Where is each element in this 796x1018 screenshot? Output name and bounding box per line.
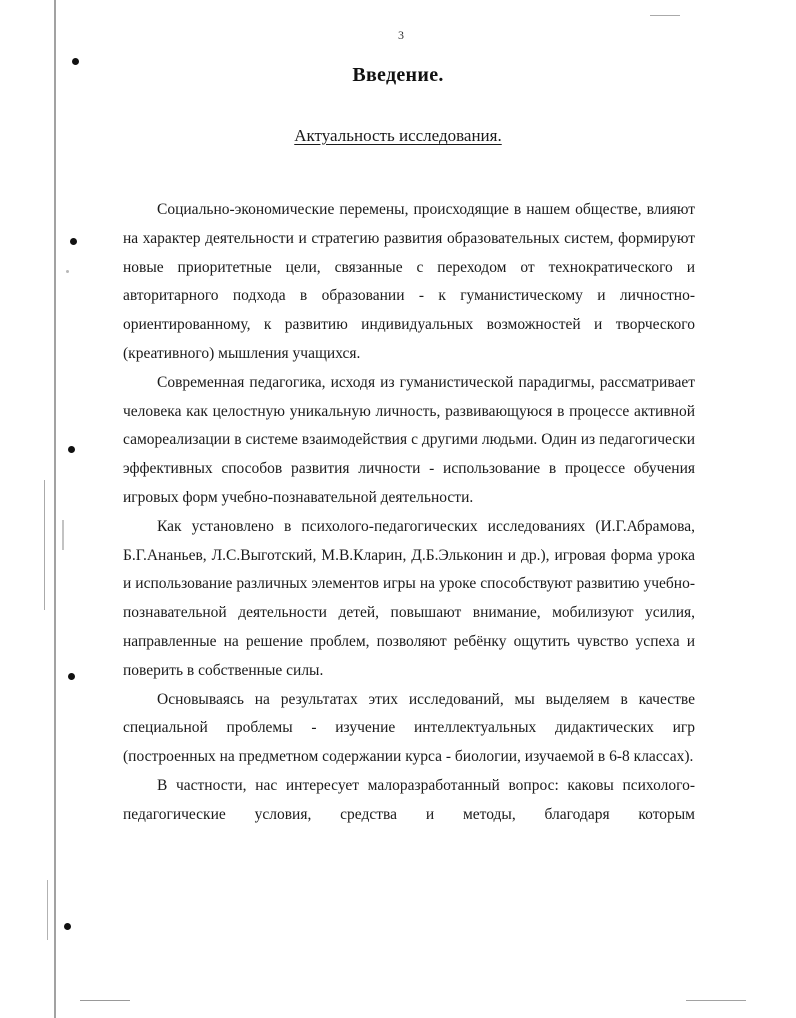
punch-hole-mark xyxy=(68,673,75,680)
scan-speck xyxy=(62,520,64,550)
scan-speck xyxy=(66,270,69,273)
section-subtitle xyxy=(0,126,796,146)
punch-hole-mark xyxy=(68,446,75,453)
paragraph: В частности, нас интересует малоразработанный вопрос: каковы психолого-педагогические условия, средства и методы, благодаря которым xyxy=(123,776,695,823)
punch-hole-mark xyxy=(64,923,71,930)
section-subtitle-text: Актуальность исследования. xyxy=(294,126,502,145)
paragraph: Современная педагогика, исходя из гуманистической парадигмы, рассматривает человека как целостную уникальную личность, развивающуюся в процессе активной самореализации в системе взаимодействия с другими людьми. Один из педагогически эффективных способов развития личности - использование в процессе обучения игровых форм учебно-познавательной деятельности. xyxy=(123,373,695,506)
scan-edge-line xyxy=(44,480,45,610)
paragraph: Основываясь на результатах этих исследований, мы выделяем в качестве специальной проблемы - изучение интеллектуальных дидактических игр (построенных на предметном содержании курса - биологии, изучаемой в 6-8 классах). xyxy=(123,690,695,766)
punch-hole-mark xyxy=(70,238,77,245)
paragraph: Социально-экономические перемены, происходящие в нашем обществе, влияют на характер деятельности и стратегию развития образовательных систем, формируют новые приоритетные цели, связанные с переходом от технократического и авторитарного подхода в образовании - к гуманистическому и личностно-ориентированному, к развитию индивидуальных возможностей и творческого (креативного) мышления учащихся. xyxy=(123,201,695,362)
scan-edge-line xyxy=(80,1000,130,1001)
scan-edge-line xyxy=(47,880,48,940)
page-number: 3 xyxy=(398,28,404,42)
paragraph: Как установлено в психолого-педагогических исследованиях (И.Г.Абрамова, Б.Г.Ананьев, Л.С.Выготский, М.В.Кларин, Д.Б.Эльконин и др.), игровая форма урока и использование различных элементов игры на уроке способствуют развитию учебно-познавательной деятельности детей, повышают внимание, мобилизуют усилия, направленные на решение проблем, позволяют ребёнку ощутить чувство успеха и поверить в собственные силы. xyxy=(123,517,695,679)
scan-edge-line xyxy=(686,1000,746,1001)
body-text xyxy=(123,196,695,830)
scan-edge-line xyxy=(54,0,56,1018)
page-title: Введение. xyxy=(352,64,444,86)
scan-edge-line xyxy=(650,15,680,16)
